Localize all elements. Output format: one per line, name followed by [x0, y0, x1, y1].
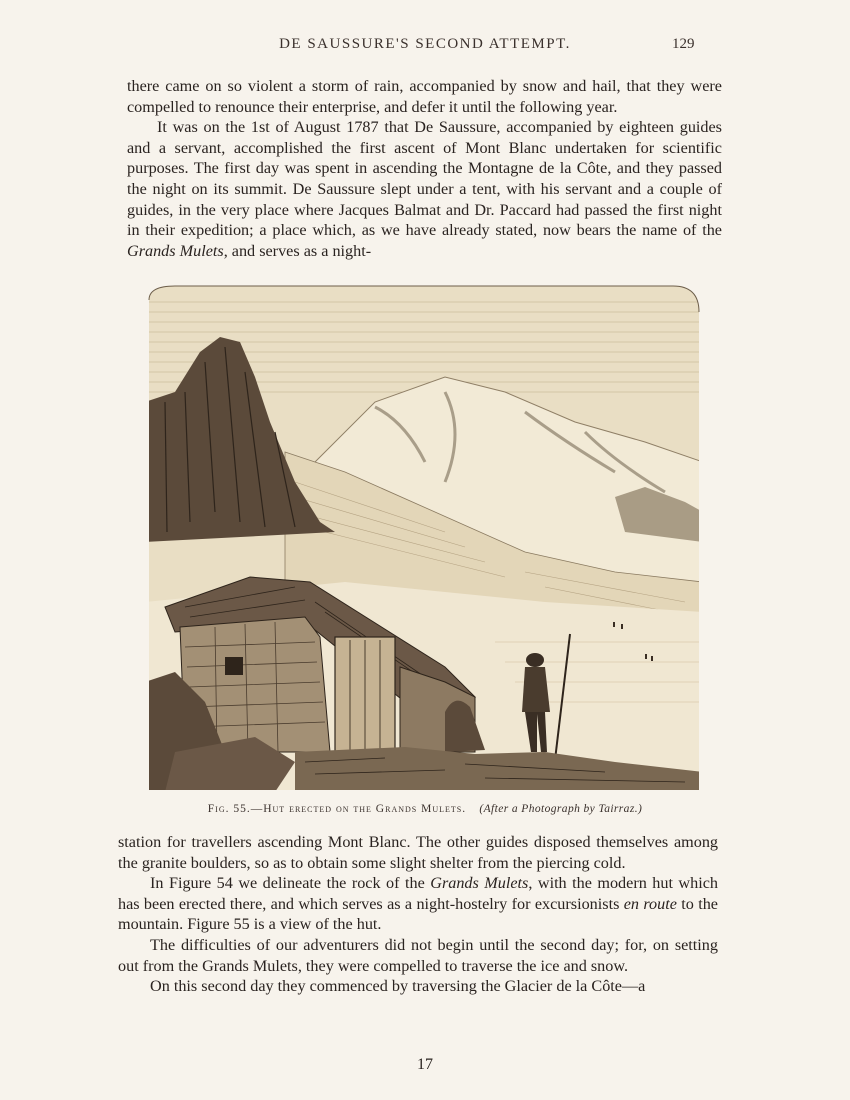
body-text-top [127, 76, 722, 261]
paragraph-text: to the mountain. Figure 55 is a view of the hut. [118, 894, 718, 934]
engraving-illustration [145, 282, 703, 792]
hut-window [225, 657, 243, 675]
body-text-bottom [118, 832, 718, 997]
page-header [0, 36, 850, 56]
signature-mark: 17 [417, 1056, 433, 1073]
caption-credit: (After a Photograph by Tairraz.) [479, 803, 643, 815]
emphasis: Grands Mulets [127, 241, 224, 260]
figure-engraving [145, 282, 703, 792]
paragraph-text: , with the modern hut which has been erected there, and which serves as a night-hostelry for excursionists [118, 874, 718, 913]
paragraph [127, 117, 722, 261]
paragraph: station for travellers ascending Mont Blanc. The other guides disposed themselves among the granite boulders, so as to obtain some slight shelter from the piercing cold. [118, 833, 718, 872]
caption-title: Fig. 55.—Hut erected on the Grands Mulets. [207, 803, 467, 815]
paragraph-text: , and serves as a night- [223, 241, 372, 260]
paragraph: On this second day they commenced by traversing the Glacier de la Côte—a [150, 977, 646, 996]
emphasis: Grands Mulets [430, 874, 529, 893]
paragraph: The difficulties of our adventurers did not begin until the second day; for, on setting out from the Grands Mulets, they were compelled to traverse the ice and snow. [118, 935, 718, 975]
paragraph [118, 873, 718, 935]
paragraph-text: It was on the 1st of August 1787 that De Saussure, accompanied by eighteen guides and a servant, accomplished the first ascent of Mont Blanc undertaken for scientific purposes. The first day was spent in ascending the Montagne de la Côte, and they passed the night on its summit. De Saussure slept under a tent, with his servant and a couple of guides, in the very place where Jacques Balmat and Dr. Paccard had passed the first night in their expedition; a place which, as we have already stated, now bears the name of the [127, 118, 722, 240]
paragraph-text: In Figure 54 we delineate the rock of the [150, 874, 431, 893]
emphasis: en route [623, 894, 677, 913]
paragraph: there came on so violent a storm of rain, accompanied by snow and hail, that they were compelled to renounce their enterprise, and defer it until the following year. [127, 77, 722, 116]
running-head: DE SAUSSURE'S SECOND ATTEMPT. [279, 36, 571, 52]
page-number: 129 [672, 36, 695, 52]
figure-caption [0, 803, 850, 815]
